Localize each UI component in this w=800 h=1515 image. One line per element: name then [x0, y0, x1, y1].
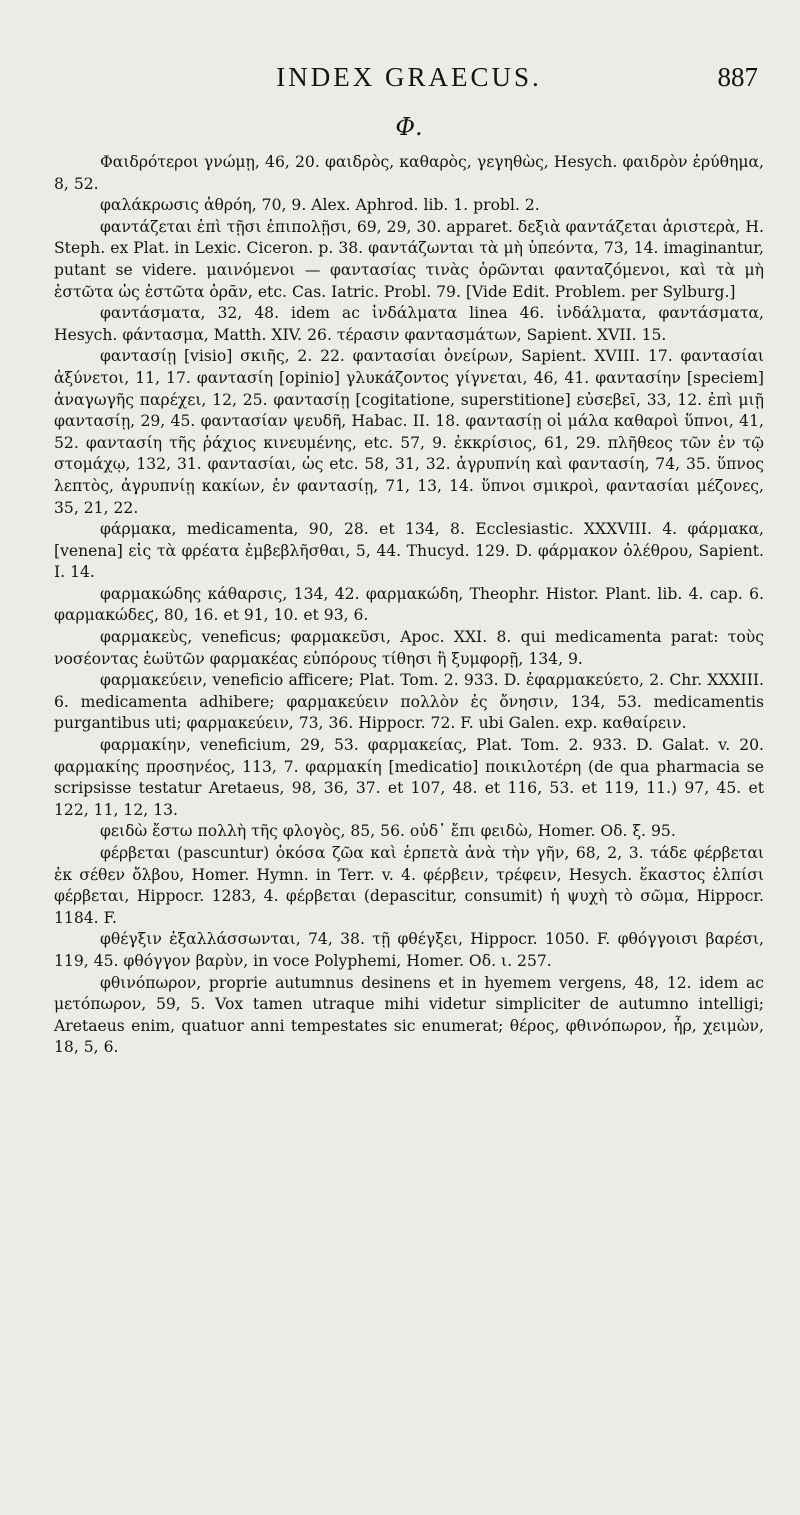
page-number: 887: [717, 62, 758, 92]
index-entry: φαντάζεται ἐπὶ τῇσι ἐπιπολῇσι, 69, 29, 30. apparet. δεξιὰ φαντάζεται ἀριστερὰ, H. Steph. ex Plat. in Lexic. Ciceron. p. 38. φαντάζωνται τὰ μὴ ὑπεόντα, 73, 14. imaginantur, putant se videre. μαινόμενοι — φαντασίας τινὰς ὁρῶνται φανταζόμενοι, καὶ τὰ μὴ ἑστῶτα ὡς ἑστῶτα ὁρᾶν, etc. Cas. Iatric. Probl. 79. [Vide Edit. Problem. per Sylburg.]: [54, 217, 764, 301]
running-head: [54, 62, 764, 102]
index-entry: φαντασίῃ [visio] σκιῆς, 2. 22. φαντασίαι ὀνείρων, Sapient. XVIII. 17. φαντασίαι ἀξύνετοι, 11, 17. φαντασίη [opinio] γλυκάζοντος γίγνεται, 46, 41. φαντασίην [speciem] ἀναγωγῆς παρέχει, 12, 25. φαντασίῃ [cogitatione, superstitione] εὐσεβεῖ, 33, 12. ἐπὶ μιῇ φαντασίῃ, 29, 45. φαντασίαν ψευδῆ, Habac. II. 18. φαντασίῃ οἱ μάλα καθαροὶ ὕπνοι, 41, 52. φαντασίη τῆς ῥάχιος κινευμένης, etc. 57, 9. ἐκκρίσιος, 61, 29. πλῆθεος τῶν ἐν τῷ στομάχῳ, 132, 31. φαντασίαι, ὡς etc. 58, 31, 32. ἀγρυπνίη καὶ φαντασίη, 74, 35. ὕπνος λεπτὸς, ἀγρυπνίῃ κακίων, ἐν φαντασίῃ, 71, 13, 14. ὕπνοι σμικροὶ, φαντασίαι μέζονες, 35, 21, 22.: [54, 347, 764, 517]
index-entry: φαρμακεύειν, veneficio afficere; Plat. Tom. 2. 933. D. ἐφαρμακεύετο, 2. Chr. XXXIII. 6. medicamenta adhibere; φαρμακεύειν πολλὸν ἐς ὄνησιν, 134, 53. medicamentis purgantibus uti; φαρμακεύειν, 73, 36. Hippocr. 72. F. ubi Galen. exp. καθαίρειν.: [54, 671, 764, 733]
index-entry: φθινόπωρον, proprie autumnus desinens et in hyemem vergens, 48, 12. idem ac μετόπωρον, 59, 5. Vox tamen utraque mihi videtur simpliciter de autumno intelligi; Aretaeus enim, quatuor anni tempestates sic enumerat; θέρος, φθινόπωρον, ἦρ, χειμὼν, 18, 5, 6.: [54, 973, 764, 1057]
index-entry: φθέγξιν ἐξαλλάσσωνται, 74, 38. τῇ φθέγξει, Hippocr. 1050. F. φθόγγοισι βαρέσι, 119, 45. φθόγγον βαρὺν, in voce Polyphemi, Homer. Οδ. ι. 257.: [54, 930, 764, 970]
index-entry: φειδὼ ἔστω πολλὴ τῆς φλογὸς, 85, 56. οὐδ᾽ ἔπι φειδὼ, Homer. Οδ. ξ. 95.: [100, 822, 676, 841]
index-entry: φέρβεται (pascuntur) ὁκόσα ζῶα καὶ ἑρπετὰ ἀνὰ τὴν γῆν, 68, 2, 3. τάδε φέρβεται ἐκ σέθεν ὄλβου, Homer. Hymn. in Terr. v. 4. φέρβειν, τρέφειν, Hesych. ἕκαστος ἐλπίσι φέρβεται, Hippocr. 1283, 4. φέρβεται (depascitur, consumit) ἡ ψυχὴ τὸ σῶμα, Hippocr. 1184. F.: [54, 844, 764, 927]
index-entry: φαρμακεὺς, veneficus; φαρμακεῦσι, Apoc. XXI. 8. qui medicamenta parat: τοὺς νοσέοντας ἑωϋτῶν φαρμακέας εὐπόρους τίθησι ἢ ξυμφορῇ, 134, 9.: [54, 628, 764, 668]
index-entry: φαντάσματα, 32, 48. idem ac ἰνδάλματα linea 46. ἰνδάλματα, φαντάσματα, Hesych. φάντασμα, Matth. XIV. 26. τέρασιν φαντασμάτων, Sapient. XVII. 15.: [54, 304, 764, 344]
running-title: INDEX GRAECUS.: [276, 62, 542, 92]
index-entry: φαρμακώδης κάθαρσις, 134, 42. φαρμακώδη, Theophr. Histor. Plant. lib. 4. cap. 6. φαρμακώδεϛ, 80, 16. et 91, 10. et 93, 6.: [54, 584, 764, 625]
section-letter: Φ.: [395, 113, 423, 141]
index-entry: φαρμακίην, veneficium, 29, 53. φαρμακείας, Plat. Tom. 2. 933. D. Galat. v. 20. φαρμακίης προσηνέος, 113, 7. φαρμακίη [medicatio] ποικιλοτέρη (de qua pharmacia se scripsisse testatur Aretaeus, 98, 36, 37. et 107, 48. et 116, 53. et 119, 11.) 97, 45. et 122, 11, 12, 13.: [54, 736, 764, 819]
index-entry: Φαιδρότεροι γνώμῃ, 46, 20. φαιδρὸς, καθαρὸς, γεγηθὼς, Hesych. φαιδρὸν ἐρύθημα, 8, 52.: [54, 153, 764, 193]
index-entry: φάρμακα, medicamenta, 90, 28. et 134, 8. Ecclesiastic. XXXVIII. 4. φάρμακα, [venena] εἰς τὰ φρέατα ἐμβεβλῆσθαι, 5, 44. Thucyd. 129. D. φάρμακον ὀλέθρου, Sapient. I. 14.: [54, 520, 764, 582]
index-entries: [54, 152, 764, 1059]
index-entry: φαλάκρωσις ἀθρόη, 70, 9. Alex. Aphrod. lib. 1. probl. 2.: [100, 196, 540, 215]
